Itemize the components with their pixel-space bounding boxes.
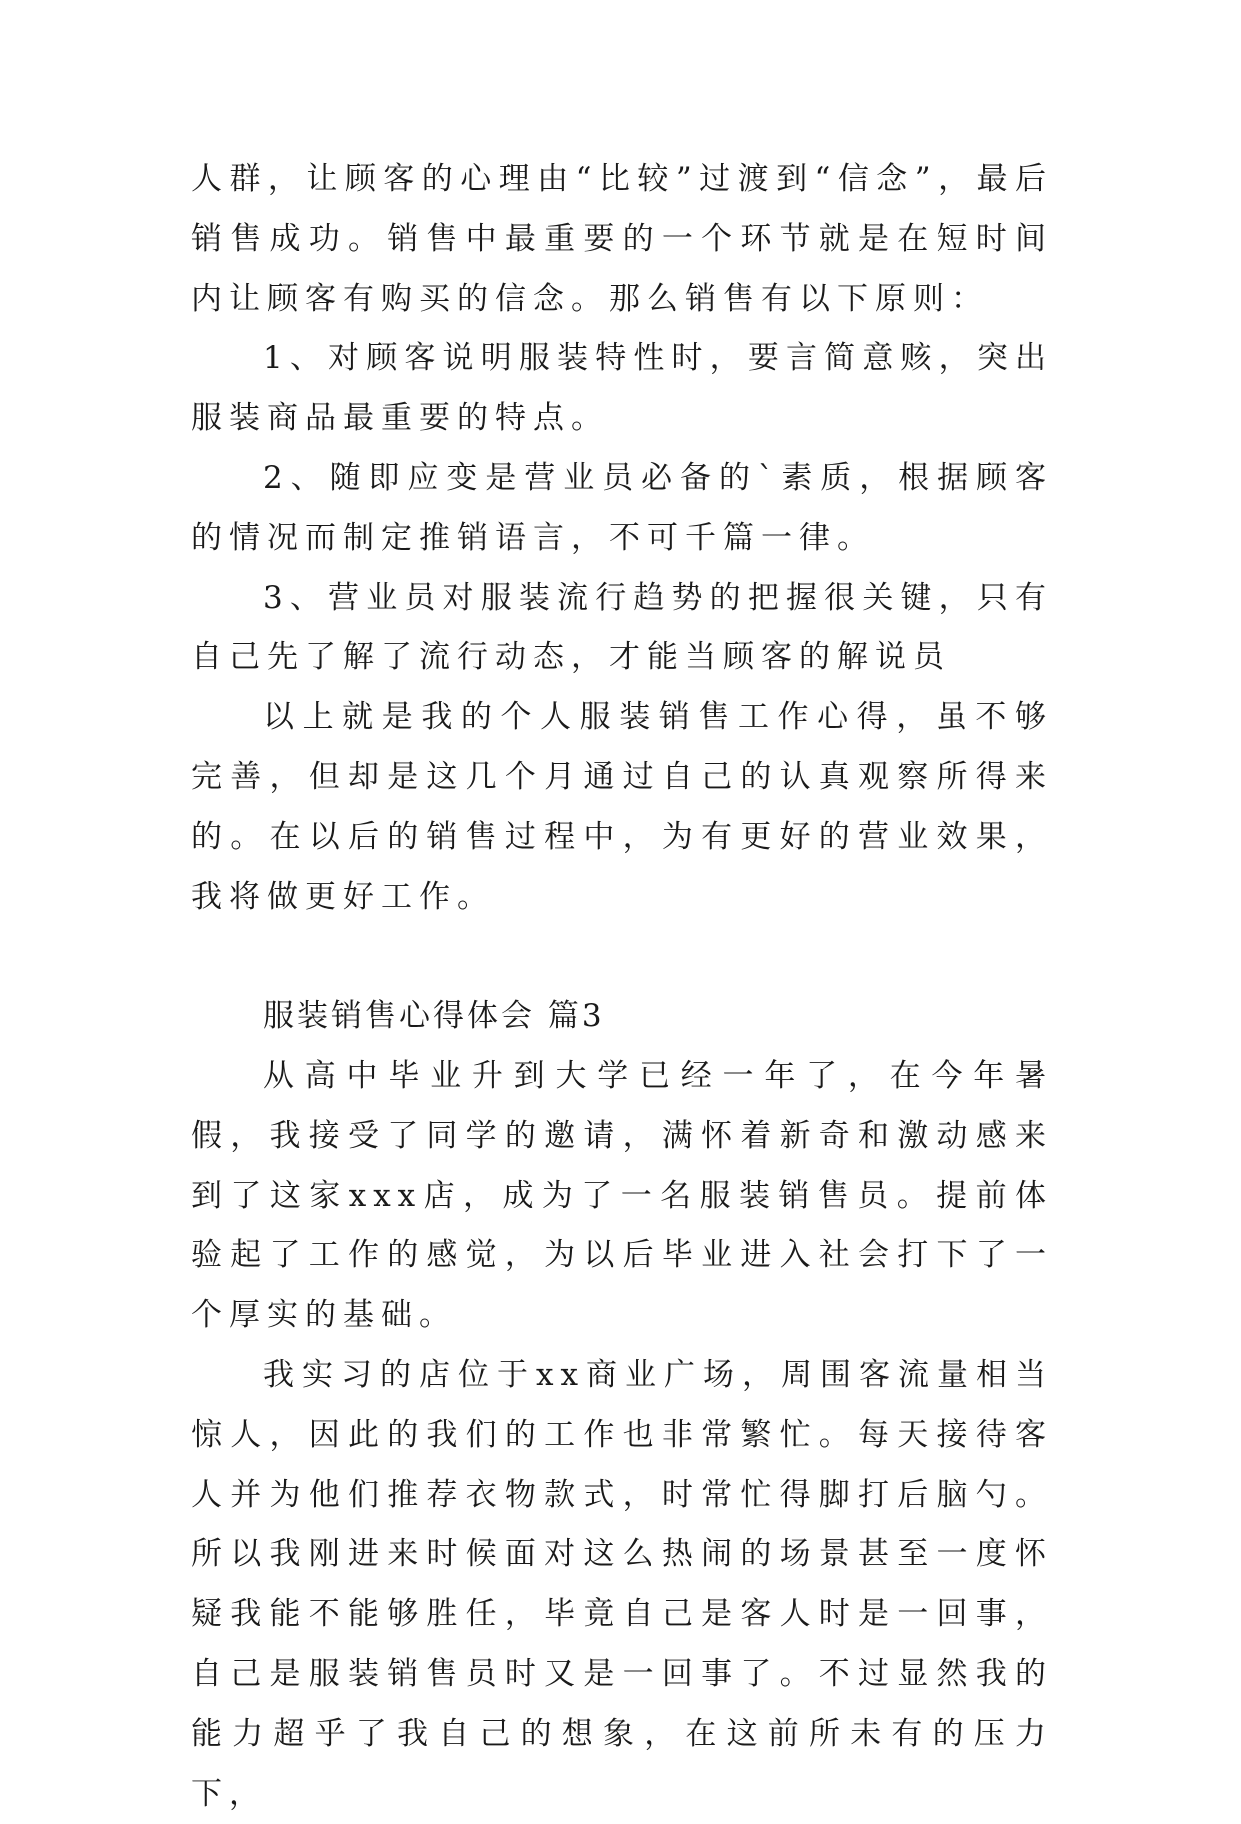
paragraph-principle-2: 2、随即应变是营业员必备的`素质，根据顾客的情况而制定推销语言，不可千篇一律。 xyxy=(191,459,1053,556)
section-spacer xyxy=(191,927,1053,987)
paragraph-store-experience: 我实习的店位于xx商业广场，周围客流量相当惊人，因此的我们的工作也非常繁忙。每天接待客人并为他们推荐衣物款式，时常忙得脚打后脑勺。所以我刚进来时候面对这么热闹的场景甚至一度怀疑我能不能够胜任，毕竟自己是客人时是一回事，自己是服装销售员时又是一回事了。不过显然我的能力超乎了我自己的想象，在这前所未有的压力下， xyxy=(191,1356,1053,1812)
paragraph-principles-intro: 人群，让顾客的心理由“比较”过渡到“信念”，最后销售成功。销售中最重要的一个环节就是在短时间内让顾客有购买的信念。那么销售有以下原则： xyxy=(191,161,1053,317)
paragraph-internship-intro: 从高中毕业升到大学已经一年了，在今年暑假，我接受了同学的邀请，满怀着新奇和激动感来到了这家xxx店，成为了一名服装销售员。提前体验起了工作的感觉，为以后毕业进入社会打下了一个厚实的基础。 xyxy=(191,1057,1053,1334)
paragraph-principle-1: 1、对顾客说明服装特性时，要言简意赅，突出服装商品最重要的特点。 xyxy=(191,340,1053,437)
section-heading: 服装销售心得体会 篇3 xyxy=(263,998,605,1035)
document-page xyxy=(191,150,1053,1824)
paragraph-principle-3: 3、营业员对服装流行趋势的把握很关键，只有自己先了解了流行动态，才能当顾客的解说员 xyxy=(191,579,1053,676)
paragraph-conclusion: 以上就是我的个人服装销售工作心得，虽不够完善，但却是这几个月通过自己的认真观察所得来的。在以后的销售过程中，为有更好的营业效果，我将做更好工作。 xyxy=(191,699,1053,915)
